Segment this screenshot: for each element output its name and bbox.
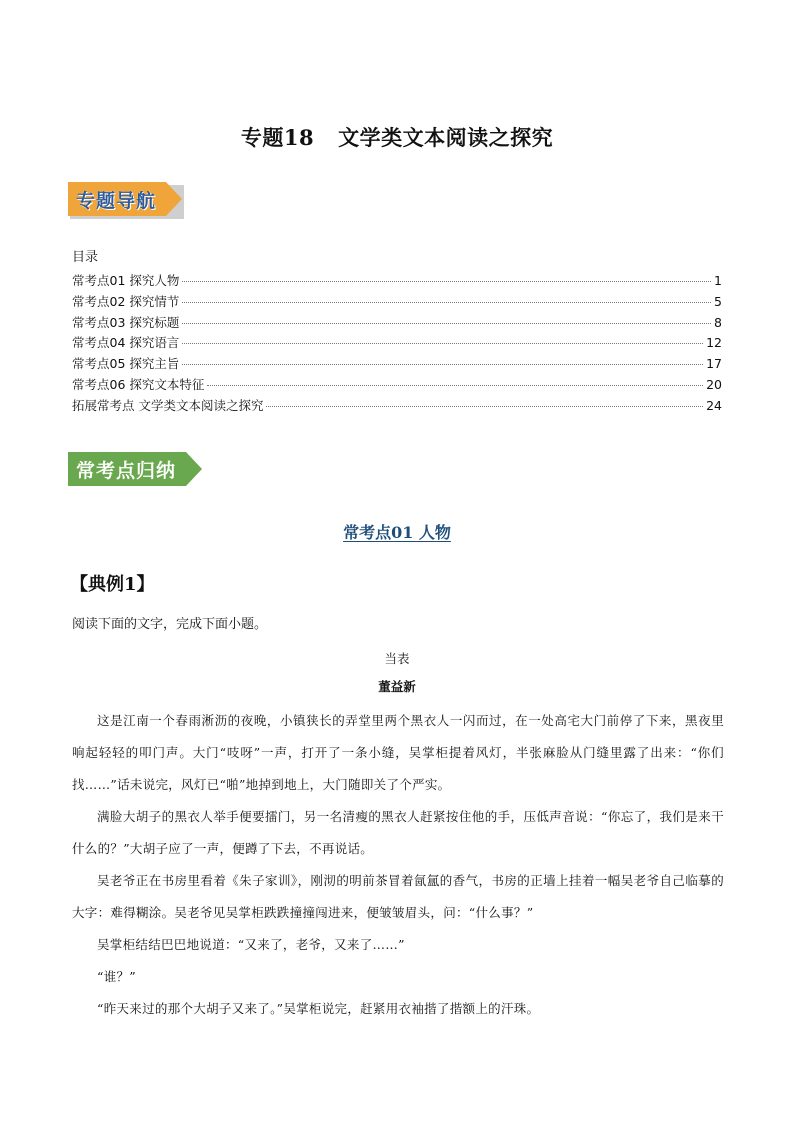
section-heading[interactable] [0, 520, 794, 543]
story-body [72, 705, 724, 1025]
story-paragraph: 吴老爷正在书房里看着《朱子家训》，刚沏的明前茶冒着氤氲的香气，书房的正墙上挂着一幅吴老爷自己临摹的大字：难得糊涂。吴老爷见吴掌柜跌跌撞撞闯进来，便皱皱眉头，问：“什么事？” [72, 873, 724, 920]
toc-leader [266, 406, 703, 407]
example-label: 【典例1】 [70, 574, 155, 595]
toc-entry[interactable] [72, 271, 722, 292]
document-title-text: 文学类文本阅读之探究 [338, 125, 554, 150]
toc-entry[interactable] [72, 313, 722, 334]
toc-leader [207, 385, 703, 386]
reading-instruction: 阅读下面的文字，完成下面小题。 [72, 617, 268, 632]
document-title [0, 122, 794, 152]
banner-arrow-icon [186, 452, 202, 486]
toc-entry[interactable] [72, 292, 722, 313]
toc-entry-label: 常考点02 探究情节 [72, 293, 180, 309]
toc-entry[interactable] [72, 333, 722, 354]
story-paragraph: 这是江南一个春雨淅沥的夜晚，小镇狭长的弄堂里两个黑衣人一闪而过，在一处高宅大门前停了下来，黑夜里响起轻轻的叩门声。大门“吱呀”一声，打开了一条小缝，吴掌柜提着风灯，半张麻脸从门缝里露了出来：“你们找……”话未说完，风灯已“啪”地掉到地上，大门随即关了个严实。 [72, 713, 724, 792]
toc-leader [182, 302, 711, 303]
story-paragraph: 满脸大胡子的黑衣人举手便要擂门，另一名清瘦的黑衣人赶紧按住他的手，压低声音说：“你忘了，我们是来干什么的？”大胡子应了一声，便蹲了下去，不再说话。 [72, 809, 724, 856]
toc-entry[interactable] [72, 375, 722, 396]
toc-entry-page: 5 [714, 293, 722, 309]
toc-entry-page: 1 [714, 273, 722, 288]
toc-entry-label: 常考点06 探究文本特征 [72, 376, 205, 392]
toc-leader [182, 343, 703, 344]
toc-entry-page: 20 [706, 376, 722, 392]
toc-entry-label: 常考点05 探究主旨 [72, 356, 180, 372]
toc-entry-page: 12 [706, 335, 722, 351]
toc-leader [182, 323, 711, 324]
toc-leader [182, 364, 703, 365]
toc-entry-page: 24 [706, 397, 722, 413]
section-heading-link[interactable]: 常考点01 人物 [343, 523, 451, 542]
banner-arrow-icon [166, 182, 182, 216]
story-author: 董益新 [378, 679, 416, 694]
topic-navigation-banner [68, 182, 182, 216]
document-title-number: 专题18 [240, 125, 315, 150]
toc-entry-page: 17 [706, 356, 722, 372]
story-title: 当表 [384, 651, 410, 666]
toc-entry[interactable] [72, 396, 722, 417]
table-of-contents [72, 246, 722, 417]
toc-entry-label: 常考点03 探究标题 [72, 314, 180, 330]
story-paragraph: “谁？” [97, 969, 136, 984]
key-points-summary-label: 常考点归纳 [68, 452, 186, 486]
toc-heading: 目录 [72, 250, 99, 265]
toc-entry-label: 常考点01 探究人物 [72, 273, 180, 288]
topic-navigation-label: 专题导航 [68, 182, 166, 216]
toc-entry-label: 拓展常考点 文学类文本阅读之探究 [72, 397, 264, 413]
story-paragraph: 吴掌柜结结巴巴地说道：“又来了，老爷，又来了……” [97, 937, 405, 952]
toc-entry-label: 常考点04 探究语言 [72, 335, 180, 351]
toc-entry[interactable] [72, 354, 722, 375]
story-paragraph: “昨天来过的那个大胡子又来了。”吴掌柜说完，赶紧用衣袖揩了揩额上的汗珠。 [97, 1001, 540, 1016]
key-points-summary-banner [68, 452, 202, 486]
toc-leader [182, 281, 711, 282]
toc-entry-page: 8 [714, 314, 722, 330]
